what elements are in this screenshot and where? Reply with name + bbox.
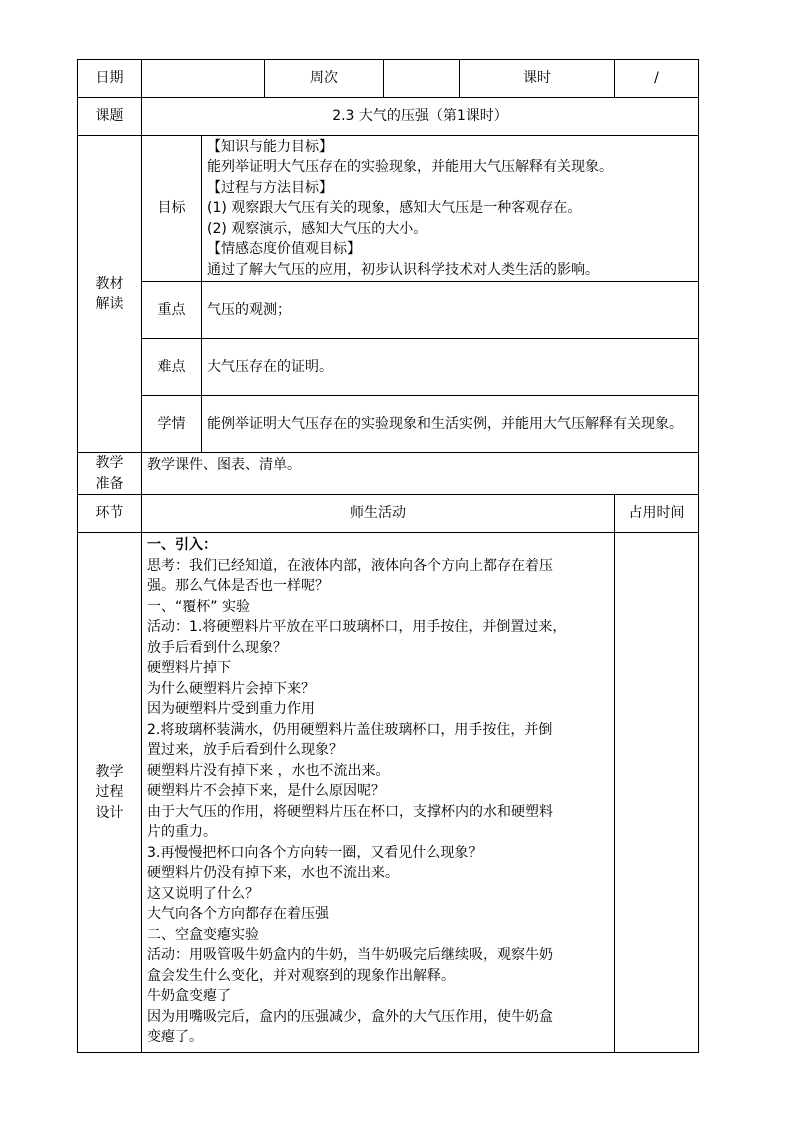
prep-label-line1: 教学 (95, 455, 124, 471)
goal-line: (1) 观察跟大气压有关的现象，感知大气压是一种客观存在。 (207, 200, 582, 217)
process-line: 因为用嘴吸完后，盒内的压强减少，盒外的大气压作用，使牛奶盒 (147, 1008, 553, 1025)
goal-line: 能列举证明大气压存在的实验现象，并能用大气压解释有关现象。 (207, 159, 613, 176)
topic-row (78, 98, 699, 136)
goals-row (78, 136, 699, 282)
goal-line: 通过了解大气压的应用，初步认识科学技术对人类生活的影响。 (207, 261, 599, 278)
goals-content (202, 136, 699, 282)
process-line: 硬塑料片掉下 (147, 660, 231, 676)
process-label (78, 533, 142, 1053)
process-line: 盒会发生什么变化，并对观察到的现象作出解释。 (147, 967, 455, 984)
process-line: 放手后看到什么现象？ (147, 639, 287, 656)
prep-text: 教学课件、图表、清单。 (142, 453, 699, 495)
header-row (78, 60, 699, 98)
process-line: 牛奶盒变瘪了 (147, 988, 231, 1004)
process-line: 一、引入： (147, 537, 217, 553)
process-line: 这又说明了什么？ (147, 885, 259, 902)
date-value (142, 60, 265, 98)
process-line: 变瘪了。 (147, 1029, 203, 1045)
process-label-line3: 设计 (95, 804, 124, 821)
key-point-text: 气压的观测； (202, 282, 699, 339)
key-point-label: 重点 (142, 282, 202, 339)
process-line: 置过来，放手后看到什么现象？ (147, 742, 343, 758)
process-line: 由于大气压的作用，将硬塑料片压在杯口，支撑杯内的水和硬塑料 (147, 803, 553, 820)
goal-line: 【知识与能力目标】 (207, 138, 333, 155)
week-value (384, 60, 460, 98)
process-line: 硬塑料片没有掉下来 ，水也不流出来。 (147, 762, 390, 779)
difficulty-label: 难点 (142, 339, 202, 396)
key-point-row (78, 282, 699, 339)
process-line: 一、“覆杯” 实验 (147, 598, 250, 615)
date-label: 日期 (78, 60, 142, 98)
process-line: 为什么硬塑料片会掉下来？ (147, 680, 315, 697)
difficulty-text: 大气压存在的证明。 (202, 339, 699, 396)
process-label-line2: 过程 (95, 784, 124, 801)
process-line: 因为硬塑料片受到重力作用 (147, 701, 315, 717)
textbook-label-line2: 解读 (95, 296, 124, 312)
time-header: 占用时间 (615, 495, 699, 533)
goal-line: 【过程与方法目标】 (207, 179, 333, 196)
prep-label (78, 453, 142, 495)
process-line: 活动：用吸管吸牛奶盒内的牛奶，当牛奶吸完后继续吸，观察牛奶 (147, 947, 553, 963)
topic-label: 课题 (78, 98, 142, 136)
student-row (78, 396, 699, 453)
process-content (142, 533, 615, 1053)
process-line: 二、空盒变瘪实验 (147, 926, 259, 943)
period-value: / (615, 60, 699, 98)
process-time (615, 533, 699, 1053)
prep-label-line2: 准备 (95, 475, 124, 492)
process-row (78, 533, 699, 1053)
process-line: 2.将玻璃杯装满水，仍用硬塑料片盖住玻璃杯口，用手按住，并倒 (147, 721, 553, 738)
lesson-plan-table (77, 59, 699, 1053)
stage-header: 环节 (78, 495, 142, 533)
process-line: 硬塑料片不会掉下来，是什么原因呢？ (147, 783, 385, 799)
student-label: 学情 (142, 396, 202, 453)
goal-line: (2) 观察演示，感知大气压的大小。 (207, 220, 428, 237)
process-line: 思考：我们已经知道，在液体内部，液体向各个方向上都存在着压 (147, 557, 553, 574)
goals-label: 目标 (142, 136, 202, 282)
prep-row (78, 453, 699, 495)
textbook-label-line1: 教材 (95, 275, 124, 292)
process-line: 强。那么气体是否也一样呢？ (147, 578, 329, 594)
difficulty-row (78, 339, 699, 396)
activity-header: 师生活动 (142, 495, 615, 533)
week-label: 周次 (265, 60, 384, 98)
student-text: 能例举证明大气压存在的实验现象和生活实例，并能用大气压解释有关现象。 (202, 396, 699, 453)
textbook-label (78, 136, 142, 453)
process-line: 3.再慢慢把杯口向各个方向转一圈，又看见什么现象？ (147, 844, 483, 861)
topic-title: 2.3 大气的压强（第1课时） (142, 98, 699, 136)
period-label: 课时 (460, 60, 615, 98)
process-line: 活动：1.将硬塑料片平放在平口玻璃杯口，用手按住，并倒置过来， (147, 619, 567, 635)
goal-line: 【情感态度价值观目标】 (207, 241, 361, 258)
process-label-line1: 教学 (95, 763, 124, 780)
process-line: 硬塑料片仍没有掉下来，水也不流出来。 (147, 865, 399, 881)
section-header-row (78, 495, 699, 533)
process-line: 大气向各个方向都存在着压强 (147, 906, 329, 922)
process-line: 片的重力。 (147, 824, 217, 840)
